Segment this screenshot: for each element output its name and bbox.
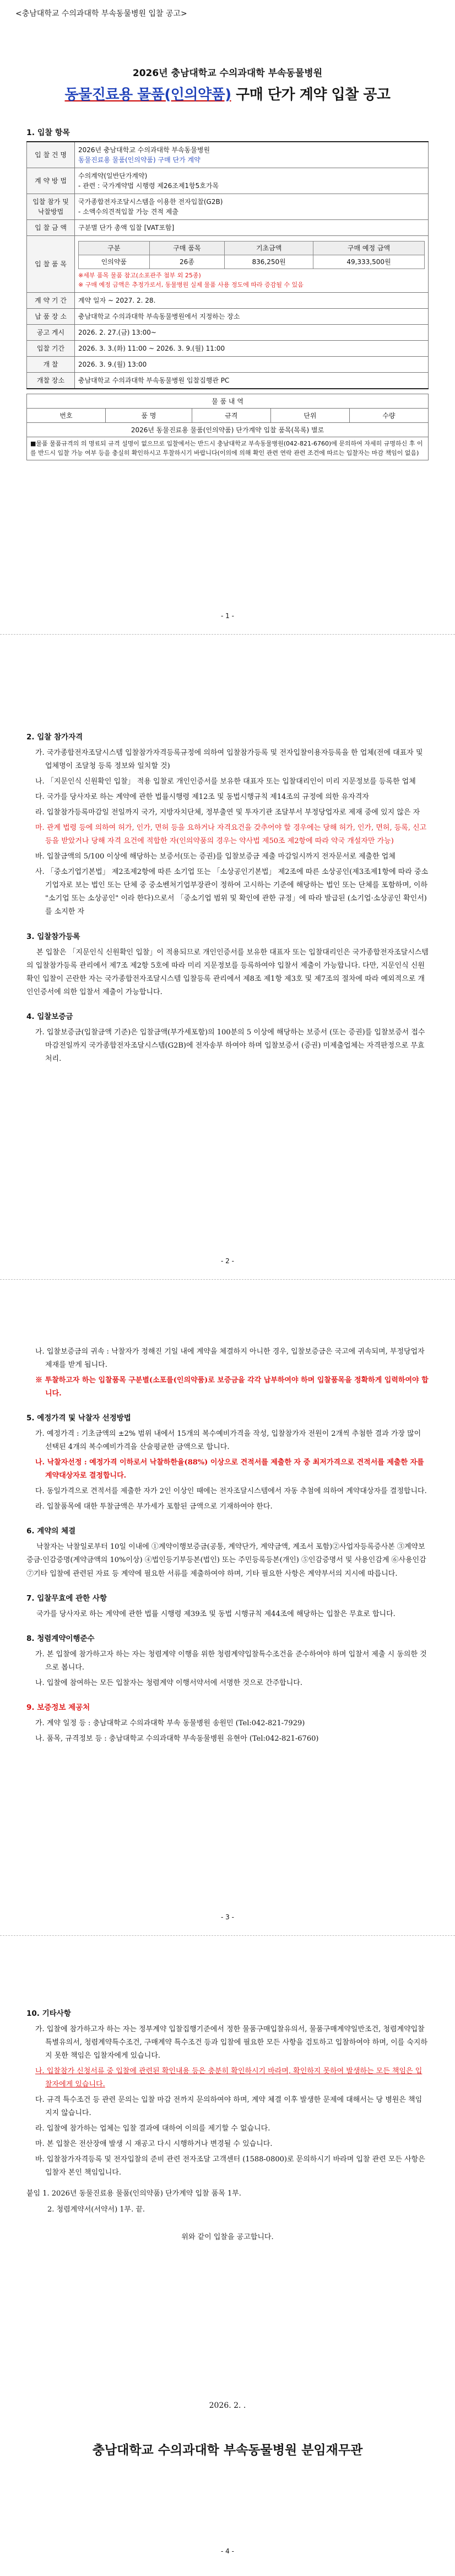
s2-item-na: 나. 「지문인식 신원확인 입찰」 적용 입찰로 개인인증서를 보유한 대표자 또는 입찰대리인이 미리 지문정보를 등록한 업체 [35,777,416,786]
s10-item-ga: 가. 입찰에 참가하고자 하는 자는 정부계약 입찰집행기준에서 정한 물품구매입찰유의서, 물품구매계약일반조건, 청렴계약입찰특별유의서, 청렴계약특수조건, 구매계약 특수조건 등과 입찰에 필요한 모든 사항을 검토하고 입찰하여야 하며, 이를 숙지하지 못한 책임은 입찰자에게 있습니다. [35,2025,428,2060]
s2-item-ma: 마. 관계 법령 등에 의하여 허가, 인가, 면허 등을 요하거나 자격요건을 갖추어야 할 경우에는 당해 허가, 인가, 면허, 등록, 신고 등을 받았거나 당해 자격 요건에 적합한 자(인의약품의 경우는 약사법 제50조 제2항에 따라 약국 개설자만 가능) [35,824,427,846]
section-10-heading: 10. 기타사항 [26,2009,71,2018]
section-10 [26,2007,429,2246]
label-open: 개 찰 [27,357,75,373]
spec-title-row [27,394,429,409]
value-deliver: 충남대학교 수의과대학 부속동물병원에서 지정하는 장소 [75,309,429,325]
page-number-1: - 1 - [221,612,234,620]
s2-item-ga: 가. 국가종합전자조달시스템 입찰참가자격등록규정에 의하여 입찰참가등록 및 전자입찰이용자등록을 한 업체(전에 대표자 및 업체명이 조달청 등록 정보와 일치할 것) [35,748,423,771]
attachment-1: 붙임 1. 2026년 동물진료용 물품(인의약품) 단가계약 입찰 품목 1부. [26,2189,241,2198]
value-price: 구분별 단가 총액 입찰 [VAT포함] [75,220,429,236]
section-1-heading: 1. 입찰 항목 [26,128,70,137]
qual-1: 국가종합전자조달시스템을 이용한 전자입찰(G2B) [78,198,223,206]
s5-item-ra: 라. 입찰품목에 대한 투찰금액은 부가세가 포함된 금액으로 기재하여야 한다. [35,1502,273,1511]
s10-item-ra: 라. 입찰에 참가하는 업체는 입찰 결과에 대하여 이의를 제기할 수 없습니다. [35,2124,270,2133]
page-number-3: - 3 - [221,1913,234,1921]
items-table [78,241,425,269]
items-cell: 26종 [149,255,225,269]
spec-row-text: 2026년 동물진료용 물품(인의약품) 단가계약 입찰 품목(목록) 별로 [27,423,429,437]
row-open [27,357,429,373]
title-item: 동물진료용 물품(인의약품) [64,87,231,103]
page-divider [0,1279,455,1280]
value-notice: 2026. 2. 27.(금) 13:00~ [75,325,429,341]
items-head: 구매 품목 [149,242,225,255]
document-header: <충남대학교 수의과대학 부속동물병원 입찰 공고> [15,9,187,18]
spec-head: 번호 [27,409,106,423]
bid-name-1: 2026년 충남대학교 수의과대학 부속동물병원 [78,146,210,154]
bid-info-table [26,141,429,389]
s4-star-note: ※ 투찰하고자 하는 입찰품목 구분별(소포를(인의약품)로 보증금을 각각 납부하여야 하며 입찰품목을 정확하게 입력하여야 합니다. [35,1376,429,1398]
label-period: 계 약 기 간 [27,293,75,309]
s8-item-ga: 가. 본 입찰에 참가하고자 하는 자는 청렴계약 이행을 위한 청렴계약입찰특수조건을 준수하여야 하며 입찰서 제출 시 동의한 것으로 봅니다. [35,1650,427,1672]
label-method: 계 약 방 법 [27,168,75,194]
spec-row [27,423,429,437]
section-2 [26,731,429,1068]
items-note-1: ※세부 품목 물품 참고(소포관주 첨부 외 25종) [78,272,201,279]
section-5-heading: 5. 예정가격 및 낙찰자 선정방법 [26,1414,131,1423]
spec-head: 단위 [270,409,349,423]
s2-item-ra: 라. 입찰참가등록마감일 전일까지 국가, 지방자치단체, 정부출연 및 투자기관 조달부서 부정당업자로 제재 중에 있지 않은 자 [35,808,420,817]
label-qual: 입찰 참가 및 낙찰방법 [27,194,75,220]
spec-head-row [27,409,429,423]
spec-table [26,394,429,460]
page-divider [0,634,455,635]
items-note-2: ※ 구매 예정 금액은 추정가로서, 동물병원 실제 물품 사용 정도에 따라 증감될 수 있음 [78,281,304,288]
s6-text: 낙찰자는 낙찰일로부터 10일 이내에 ①계약이행보증금(공통, 계약단가, 계약금액, 계조서 포함)②사업자등록증사본 ③계약보증금·인감증명(계약금액의 10%이상) ④법인등기부등본(법인) 또는 주민등록등본(개인) ⑤인감증명서 및 사용인감계 ⑥사용인감 ⑦기타 입찰에 관련된 자료 등 계약에 필요한 서류를 제출하여야 하며, 기타 필요한 사항은 계약부서의 지시에 따릅니다. [26,1543,426,1578]
s7-text: 국가를 당사자로 하는 계약에 관한 법률 시행령 제39조 및 동법 시행규칙 제44조에 해당하는 입찰은 무효로 합니다. [36,1609,396,1618]
items-cell: 836,250원 [225,255,313,269]
page-divider [0,1935,455,1936]
label-bid-period: 입찰 기간 [27,341,75,357]
row-period [27,293,429,309]
label-notice: 공고 게시 [27,325,75,341]
s10-item-da: 다. 규격 특수조건 등 관련 문의는 입찰 마감 전까지 문의하여야 하며, 계약 체결 이후 발생한 문제에 대해서는 당 병원은 책임지지 않습니다. [35,2096,422,2118]
s9-item-na: 나. 품목, 규격정보 등 : 충남대학교 수의과대학 부속동물병원 유현아 (Tel:042-821-6760) [35,1734,319,1743]
row-price [27,220,429,236]
method-1: 수의계약(일반단가계약) [78,172,148,180]
closing-text: 위와 같이 입찰을 공고합니다. [181,2232,274,2241]
row-notice [27,325,429,341]
label-price: 입 찰 금 액 [27,220,75,236]
items-head: 기초금액 [225,242,313,255]
row-method [27,168,429,194]
s9-item-ga: 가. 계약 일정 등 : 충남대학교 수의과대학 부속 동물병원 송원민 (Tel:042-821-7929) [35,1719,305,1727]
section-6-heading: 6. 계약의 체결 [26,1527,76,1536]
items-cell: 인의약품 [79,255,150,269]
spec-note-row [27,437,429,460]
s4-item-ga: 가. 입찰보증금(입찰금액 기준)은 입찰금액(부가세포함)의 100분의 5 이상에 해당하는 보증서 (또는 증권)를 입찰보증서 접수마감전일까지 국가종합전자조달시스템(G2B)에 전자송부 하여야 하며 입찰보증서 (증권) 미제출업체는 자격판정으로 무효처리. [35,1028,425,1063]
section-1 [26,127,429,460]
issuer-signature: 충남대학교 수의과대학 부속동물병원 분임재무관 [92,2443,363,2457]
page-number-2: - 2 - [221,1257,234,1265]
value-bid-period: 2026. 3. 3.(화) 11:00 ~ 2026. 3. 9.(월) 11:00 [75,341,429,357]
value-method [75,168,429,194]
row-items [27,236,429,293]
s5-item-ga: 가. 예정가격 : 기초금액의 ±2% 범위 내에서 15개의 복수예비가격을 작성, 입찰참가자 전원이 2개씩 추첨한 결과 가장 많이 선택된 4개의 복수예비가격을 산술평균한 금액으로 합니다. [35,1430,421,1452]
items-head-row [79,242,425,255]
s8-item-na: 나. 입찰에 참여하는 모든 입찰자는 청렴계약 이행서약서에 서명한 것으로 간주합니다. [35,1678,302,1687]
items-row [79,255,425,269]
s5-item-da: 다. 동일가격으로 견적서를 제출한 자가 2인 이상인 때에는 전자조달시스템에서 자동 추첨에 의하여 계약대상자를 결정합니다. [35,1487,427,1496]
spec-head: 수량 [349,409,428,423]
section-8-heading: 8. 청렴계약이행준수 [26,1634,95,1643]
value-place: 충남대학교 수의과대학 부속동물병원 입찰집행관 PC [75,373,429,389]
method-2: - 관련 : 국가계약법 시행령 제26조제1항5호가목 [78,182,219,190]
s10-item-ma: 마. 본 입찰은 전산장애 발생 시 재공고 다시 시행하거나 변경될 수 있습니다. [35,2140,273,2149]
value-bid-name [75,142,429,168]
items-cell: 49,333,500원 [313,255,424,269]
title-line1: 2026년 충남대학교 수의과대학 부속동물병원 [132,68,323,79]
s2-item-da: 다. 국가를 당사자로 하는 계약에 관한 법률시행령 제12조 및 동법시행규칙 제14조의 규정에 의한 유자격자 [35,793,369,802]
spec-head: 품 명 [106,409,192,423]
s4-item-na: 나. 입찰보증금의 귀속 : 낙찰자가 정해진 기일 내에 계약을 체결하지 아니한 경우, 입찰보증금은 국고에 귀속되며, 부정당업자 제재를 받게 됩니다. [35,1348,425,1370]
title-rest: 구매 단가 계약 입찰 공고 [231,87,391,103]
section-2-heading: 2. 입찰 참가자격 [26,733,83,742]
label-items: 입 찰 품 목 [27,236,75,293]
value-qual [75,194,429,220]
row-place [27,373,429,389]
row-bid [27,341,429,357]
spec-title: 물 품 내 역 [27,394,429,409]
section-7-heading: 7. 입찰무효에 관한 사항 [26,1593,107,1603]
row-deliver [27,309,429,325]
value-open: 2026. 3. 9.(월) 13:00 [75,357,429,373]
items-head: 구분 [79,242,150,255]
title-line2 [0,83,455,104]
spec-note: ■물품 물품규격의 의 명료되 규격 설명이 없으므로 입찰에서는 반드시 충남대학교 부속동물병원(042-821-6760)에 문의하여 자세히 규명하신 후 이를 반드시 입찰 가능 여부 등을 충실히 확인하시고 투찰하시기 바랍니다(이의에 의해 확인 관련 연락 관련 조건에 따르는 입찰자는 마감 책임이 없음) [27,437,429,460]
s2-item-ba: 바. 입찰금액의 5/100 이상에 해당하는 보증서(또는 증권)를 입찰보증금 제출 마감일시까지 전자문서로 제출한 업체 [35,852,396,861]
notice-date: 2026. 2. . [209,2401,246,2410]
section-4-heading: 4. 입찰보증금 [26,1012,73,1021]
section-3-heading: 3. 입찰참가등록 [26,932,80,941]
label-bid-name: 입 찰 건 명 [27,142,75,168]
spec-head: 규격 [192,409,270,423]
bid-name-2: 동물진료용 물품(인의약품) 구매 단가 계약 [78,156,201,164]
section-9-heading: 9. 보증정보 제공처 [26,1703,90,1712]
items-head: 구매 예정 금액 [313,242,424,255]
value-items [75,236,429,293]
s5-item-na: 나. 낙찰자선정 : 예정가격 이하로서 낙찰하한율(88%) 이상으로 견적서를 제출한 자 중 최저가격으로 견적서를 제출한 자를 계약대상자로 결정합니다. [35,1458,424,1480]
qual-2: - 소액수의견적입찰 가능 견적 제출 [78,208,178,216]
attachment-2: 2. 청렴계약서(서약서) 1부. 끝. [47,2205,145,2214]
row-qual [27,194,429,220]
s10-item-na: 나. 입찰참가 신청서류 중 입찰에 관련된 확인내용 등은 충분히 확인하시기 바라며, 확인하지 못하여 발생하는 모든 책임은 입찰자에게 있습니다. [35,2067,422,2089]
s2-item-sa: 사. 「중소기업기본법」 제2조제2항에 따른 소기업 또는 「소상공인기본법」 제2조에 따른 소상공인(제3조제1항에 따라 중소기업자로 보는 법인 또는 단체 중 중소벤처기업부장관이 정하여 고시하는 기준에 해당하는 법인 또는 단체를 포함하며, 이하 "소기업 또는 소상공인" 이라 한다)으로서 「중소기업 범위 및 확인에 관한 규정」에 따라 발급된 (소기업·소상공인 확인서)를 소지한 자 [35,868,429,916]
label-place: 개찰 장소 [27,373,75,389]
label-deliver: 납 품 장 소 [27,309,75,325]
value-period: 계약 일자 ~ 2027. 2. 28. [75,293,429,309]
row-name [27,142,429,168]
page-number-4: - 4 - [221,2547,234,2555]
s3-text: 본 입찰은 「지문인식 신원확인 입찰」이 적용되므로 개인인증서를 보유한 대표자 또는 입찰대리인은 국가종합전자조달시스템의 입찰참가등록 관리에서 제7조 제2항 5호에 따라 미리 지문정보를 등록하여야 입찰서 제출이 가능합니다. 다만, 지문인식 신원확인 입찰이 곤란한 자는 국가종합전자조달시스템 입찰등록 관리에서 제8조 제1항 제3호 및 제7조의 절차에 따라 예외적으로 개인인증서에 의한 입찰서 제출이 가능합니다. [26,948,429,996]
s10-item-ba: 바. 입찰참가자격등록 및 전자입찰의 준비 관련 전자조달 고객센터 (1588-0800)로 문의하시기 바라며 입찰 관련 모든 사항은 입찰자 본인 책임입니다. [35,2155,425,2177]
document-title [0,65,455,104]
section-4-continued [26,1345,429,1748]
